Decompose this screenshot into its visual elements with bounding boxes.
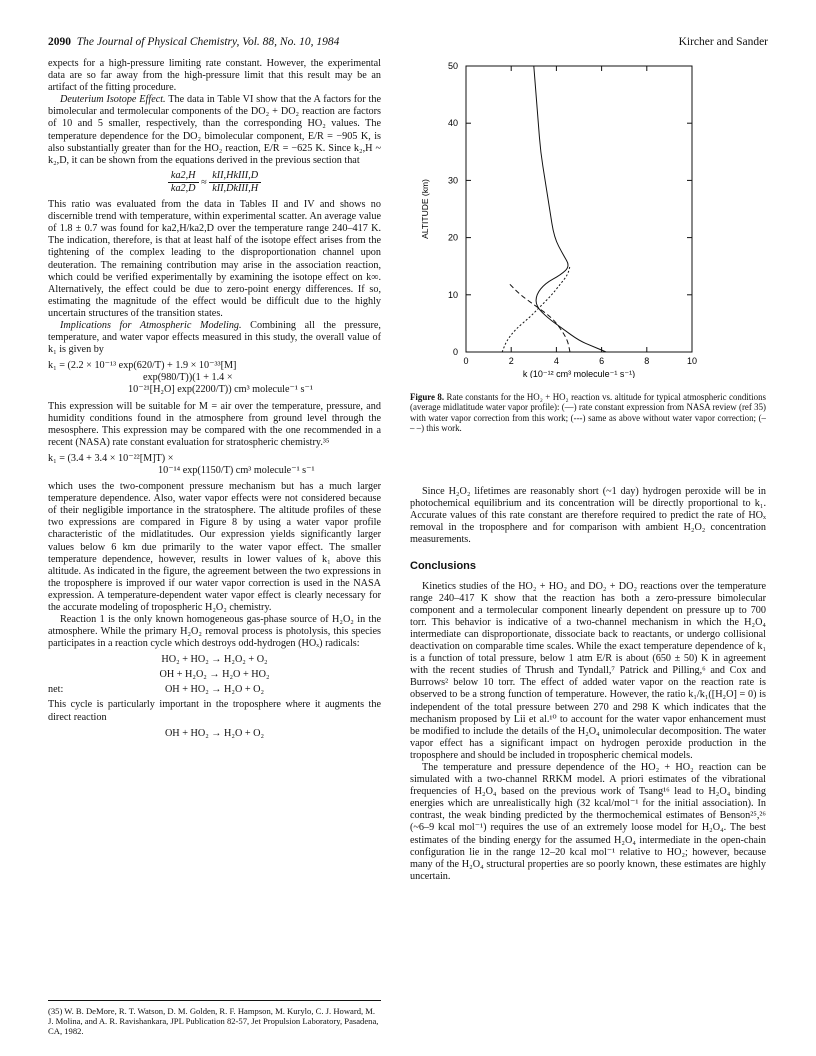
paragraph: expects for a high-pressure limiting rate constant. However, the experimental data are so far away from the high-pressure limit that this result may be an artifact of the fitting procedure. xyxy=(48,58,381,94)
rate-expression-this-work: k₁ = (2.2 × 10⁻¹³ exp(620/T) + 1.9 × 10⁻³³[M] exp(980/T))(1 + 1.4 × 10⁻²¹[H₂O] exp(2200/T)) cm³ molecule⁻¹ s⁻¹ xyxy=(48,360,313,396)
paragraph: which uses the two-component pressure mechanism but has a much larger temperature dependence. Also, water vapor effects were not considered because of their negligible importance in the stratosphere. The altitude profiles of these two expressions are compared in Figure 8 by using a water vapor profile characteristic of the midlatitudes. Our expression yields significantly larger values below 6 km due primarily to the water vapor effect. The smaller temperature dependence, however, results in lower values of k₁ above this altitude. As indicated in the figure, the agreement between the two expressions in the troposphere is improved if our water vapor correction is used in the NASA expression. A temperature-dependent water vapor effect is clearly necessary for the accurate modeling of tropospheric H₂O₂ chemistry. xyxy=(48,481,381,614)
right-column xyxy=(410,486,766,883)
plot-frame xyxy=(466,66,692,352)
section-heading: Conclusions xyxy=(410,560,477,573)
section-run-in-heading: Implications for Atmospheric Modeling. xyxy=(60,319,242,331)
rate-expression-nasa: k₁ = (3.4 + 3.4 × 10⁻²²[M]T) × 10⁻¹⁴ exp(1150/T) cm³ molecule⁻¹ s⁻¹ xyxy=(48,452,315,476)
y-axis-label: ALTITUDE (km) xyxy=(420,179,430,239)
paragraph: Deuterium Isotope Effect. The data in Table VI show that the A factors for the bimolecular and termolecular components of the DO₂ + DO₂ reaction are factors of 10 and 5 smaller, respectively, than the corresponding HO₂ values. The temperature dependence for the DO₂ bimolecular component, E/R = −905 K, is also substantially greater than for the HO₂ reaction, E/R = −625 K. Since k₂,H ~ k₂,D, it can be shown from the equations derived in the previous section that xyxy=(48,94,381,166)
section-run-in-heading: Deuterium Isotope Effect. xyxy=(60,94,166,106)
paragraph: This expression will be suitable for M = air over the temperature, pressure, and humidity conditions found in the atmosphere from ground level through the mesosphere. This expression may be compared with the one recommended in a recent (NASA) rate constant evaluation for stratospheric chemistry.³⁵ xyxy=(48,400,381,448)
y-tick-label: 20 xyxy=(447,232,458,243)
x-tick-label: 2 xyxy=(508,356,514,366)
isotope-ratio-equation: $\frac{ka2,H}{ka2,D}$ ≈ $\frac{\text{kII,HkIII,D}}{\text{kII,DkIII,H}}$ xyxy=(48,170,381,195)
paragraph: Implications for Atmospheric Modeling. Combining all the pressure, temperature, and water vapor effects measured in this study, the overall value of k₁ is given by xyxy=(48,319,381,356)
journal-title: The Journal of Physical Chemistry, Vol. 88, No. 10, 1984 xyxy=(76,36,340,48)
paragraph: Reaction 1 is the only known homogeneous gas-phase source of H₂O₂ in the atmosphere. While the primary H₂O₂ removal process is photolysis, this species participates in a reaction cycle which destroys odd-hydrogen (HOₓ) radicals: xyxy=(48,614,381,650)
altitude-rate-chart xyxy=(410,56,766,378)
paragraph: This cycle is particularly important in the troposphere where it augments the direct reaction xyxy=(48,699,381,723)
paragraph: Since H₂O₂ lifetimes are reasonably short (~1 day) hydrogen peroxide will be in photochemical equilibrium and its concentration will be directly proportional to k₁. Accurate values of this rate constant are therefore required to predict the rate of HOₓ removal in the troposphere and for comparison with ambient H₂O₂ concentration measurements. xyxy=(410,486,766,546)
y-tick-label: 40 xyxy=(447,118,458,129)
x-tick-label: 4 xyxy=(553,356,559,366)
direct-reaction: OH + HO₂ → H₂O + O₂ xyxy=(164,727,265,739)
y-tick-label: 0 xyxy=(452,347,458,357)
series-line-solid xyxy=(534,66,606,352)
y-tick-label: 10 xyxy=(447,289,458,300)
y-tick-label: 50 xyxy=(447,61,458,71)
x-tick-label: 8 xyxy=(644,356,650,366)
running-authors: Kircher and Sander xyxy=(678,36,768,48)
reaction-cycle: HO₂ + HO₂ → H₂O₂ + O₂ OH + H₂O₂ → H₂O + HO₂ net: OH + HO₂ → H₂O + O₂ xyxy=(48,654,270,696)
y-tick-label: 30 xyxy=(447,175,458,186)
figure-caption: Figure 8. Rate constants for the HO₂ + HO₂ reaction vs. altitude for typical atmospheric conditions (average midlatitude water vapor profile): (—) rate constant expression from NASA review (ref 35) with water vapor correction from this work; (---) same as above without water vapor correction; (– – –) this work. xyxy=(410,392,766,434)
page-number: 2090 xyxy=(48,36,71,48)
x-tick-label: 0 xyxy=(463,356,469,366)
x-axis-label: k (10⁻¹² cm³ molecule⁻¹ s⁻¹) xyxy=(522,369,636,378)
paragraph: This ratio was evaluated from the data in Tables II and IV and shows no discernible trend with temperature, within experimental scatter. An average value of 1.8 ± 0.7 was found for ka2,H/ka2,D over the temperature range 240–417 K. The indication, therefore, is that at least half of the isotope effect arises from the tightening of the complex leading to the disproportionation channel upon deuteration. The remaining contribution may arise in the association reaction, which could be verified experimentally by examining the isotope effect on k∞. Alternatively, the effect could be due to zero-point energy differences. If so, estimating the magnitude of the effect would be difficult due to the highly uncertain structures of the transition states. xyxy=(48,199,381,319)
paragraph: Kinetics studies of the HO₂ + HO₂ and DO₂ + DO₂ reactions over the temperature range 240–417 K show that the reaction has both a zero-pressure bimolecular component and a termolecular component linearly dependent on pressure up to 700 torr. This behavior is indicative of a two-channel mechanism in which the H₂O₄ intermediate can disproportionate, dissociate back to reactants, or undergo collisional deactivation on comparable time scales. While the exact temperature dependence of k₁ is a function of total pressure, below 1 atm E/R is about (650 ± 50) K in agreement with the recent studies of Thrush and Tyndall,⁷ Patrick and Pilling,⁶ and Cox and Burrows² below 10 torr. The effect of added water vapor on the reaction rate is observed to be a strong function of temperature. However, the ratio k₁/k₁([H₂O] = 0) is independent of the total pressure between 270 and 298 K which indicates that the mechanism proposed by Lii et al.¹⁰ to account for the water vapor enhancement must be modified to include the details of the H₂O₄ unimolecular decomposition. The water vapor effect has a significant impact on hydrogen peroxide production in the troposphere and should be included in tropospheric chemical models. xyxy=(410,580,766,761)
paragraph: The temperature and pressure dependence of the HO₂ + HO₂ reaction can be simulated with a two-channel RRKM model. A priori estimates of the vibrational frequencies of H₂O₄ based on the previous work of Tsang¹⁶ lead to H₂O₄ binding energies which are unrealistically high (32 kcal/mol⁻¹ for the initial association). In contrast, the weak binding predicted by the thermochemical estimates of Benson²⁵,²⁶ (~6–9 kcal mol⁻¹) requires the use of an extremely loose model for H₂O₄. The best estimates of the binding energy for the assumed H₂O₄ intermediate in the open-chain configuration lie in the range 12–20 kcal mol⁻¹ relative to HO₂; however, because many of the H₂O₄ structural properties are so poorly known, these estimates are highly uncertain. xyxy=(410,761,766,882)
series-line-short-dash xyxy=(502,266,570,352)
x-tick-label: 6 xyxy=(599,356,605,366)
footnote: (35) W. B. DeMore, R. T. Watson, D. M. Golden, R. F. Hampson, M. Kurylo, C. J. Howard, M. J. Molina, and A. R. Ravishankara, JPL Publication 82-57, Jet Propulsion Laboratory, Pasadena, CA, 1982. xyxy=(48,1000,381,1036)
left-column xyxy=(48,58,381,743)
series-line-long-dash xyxy=(509,283,570,352)
running-header xyxy=(48,36,768,54)
figure-8 xyxy=(410,56,766,378)
x-tick-label: 10 xyxy=(686,356,698,366)
